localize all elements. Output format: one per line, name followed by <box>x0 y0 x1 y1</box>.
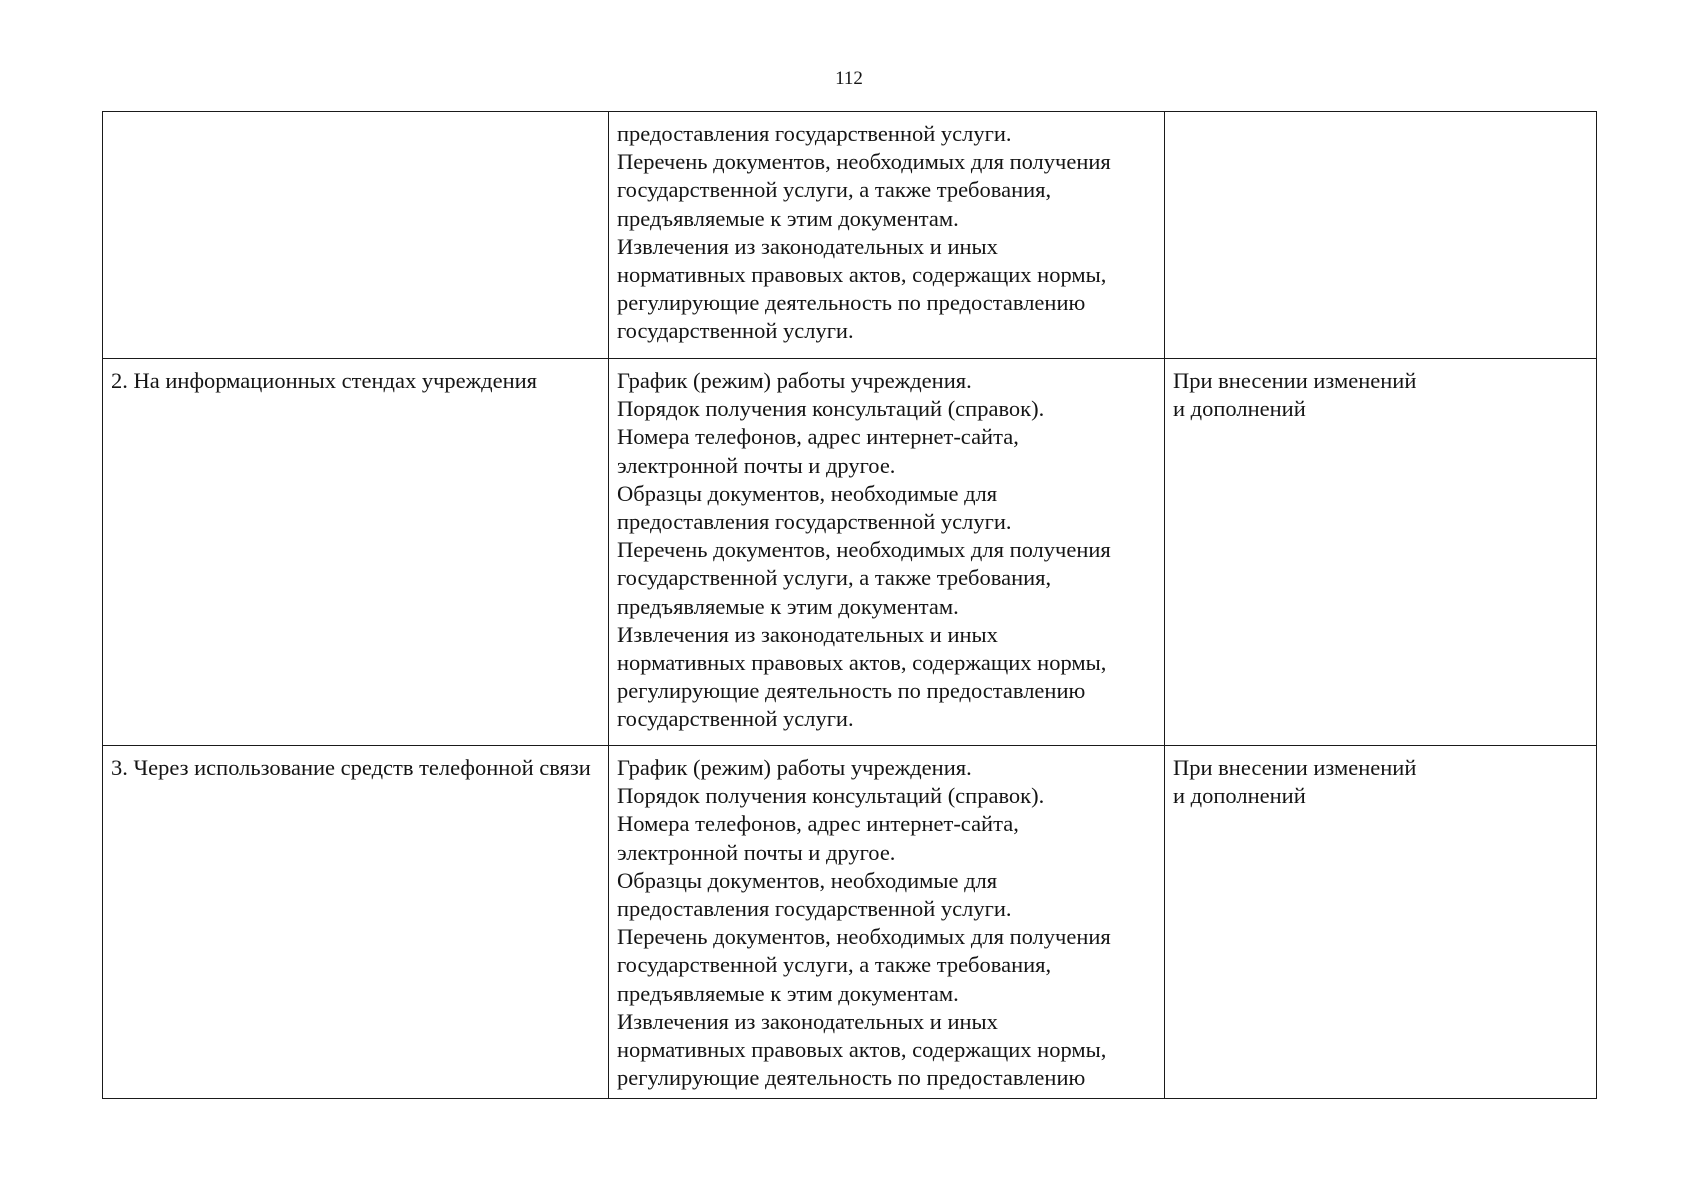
table-row <box>103 746 1597 1099</box>
content-cell <box>609 359 1165 746</box>
table-row <box>103 112 1597 359</box>
update-line: При внесении изменений <box>1173 755 1417 780</box>
content-line: государственной услуги, а также требования, <box>617 565 1052 591</box>
update-line: При внесении изменений <box>1173 368 1417 393</box>
content-line: предоставления государственной услуги. <box>617 121 1012 146</box>
content-line: предоставления государственной услуги. <box>617 896 1012 922</box>
content-line: предъявляемые к этим документам. <box>617 980 959 1006</box>
content-line: предъявляемые к этим документам. <box>617 593 959 619</box>
update-cell <box>1165 359 1597 746</box>
table-row <box>103 359 1597 746</box>
content-cell <box>609 746 1165 1099</box>
content-line: Извлечения из законодательных и иных <box>617 233 998 259</box>
content-line: регулирующие деятельность по предоставлению <box>617 1065 1086 1091</box>
content-line: государственной услуги. <box>617 318 854 344</box>
content-line: Номера телефонов, адрес интернет-сайта, <box>617 424 1019 450</box>
content-line: нормативных правовых актов, содержащих нормы, <box>617 262 1107 288</box>
content-line: электронной почты и другое. <box>617 839 896 865</box>
method-cell: 3. Через использование средств телефонной связи <box>103 746 609 1099</box>
content-line: График (режим) работы учреждения. <box>617 755 972 780</box>
table-body <box>103 112 1597 1099</box>
content-line: Извлечения из законодательных и иных <box>617 1008 998 1034</box>
method-cell: 2. На информационных стендах учреждения <box>103 359 609 746</box>
content-line: предъявляемые к этим документам. <box>617 205 959 231</box>
content-line: Номера телефонов, адрес интернет-сайта, <box>617 811 1019 837</box>
content-line: Извлечения из законодательных и иных <box>617 621 998 647</box>
content-line: электронной почты и другое. <box>617 452 896 478</box>
content-line: График (режим) работы учреждения. <box>617 368 972 393</box>
content-cell <box>609 112 1165 359</box>
content-line: Порядок получения консультаций (справок). <box>617 396 1045 422</box>
content-line: нормативных правовых актов, содержащих нормы, <box>617 1037 1107 1063</box>
content-line: Образцы документов, необходимые для <box>617 867 998 893</box>
content-line: государственной услуги. <box>617 706 854 732</box>
content-line: Образцы документов, необходимые для <box>617 480 998 506</box>
method-cell <box>103 112 609 359</box>
content-line: Перечень документов, необходимых для получения <box>617 924 1111 950</box>
update-line: и дополнений <box>1173 396 1306 422</box>
update-line: и дополнений <box>1173 783 1306 809</box>
content-line: нормативных правовых актов, содержащих нормы, <box>617 650 1107 676</box>
content-line: предоставления государственной услуги. <box>617 509 1012 535</box>
content-line: регулирующие деятельность по предоставлению <box>617 290 1086 316</box>
content-line: государственной услуги, а также требования, <box>617 952 1052 978</box>
update-cell <box>1165 112 1597 359</box>
content-line: регулирующие деятельность по предоставлению <box>617 678 1086 704</box>
update-cell <box>1165 746 1597 1099</box>
content-line: государственной услуги, а также требования, <box>617 177 1052 203</box>
content-line: Перечень документов, необходимых для получения <box>617 537 1111 563</box>
information-table <box>102 111 1597 1099</box>
content-line: Порядок получения консультаций (справок). <box>617 783 1045 809</box>
page-number: 112 <box>835 68 863 89</box>
content-line: Перечень документов, необходимых для получения <box>617 149 1111 175</box>
